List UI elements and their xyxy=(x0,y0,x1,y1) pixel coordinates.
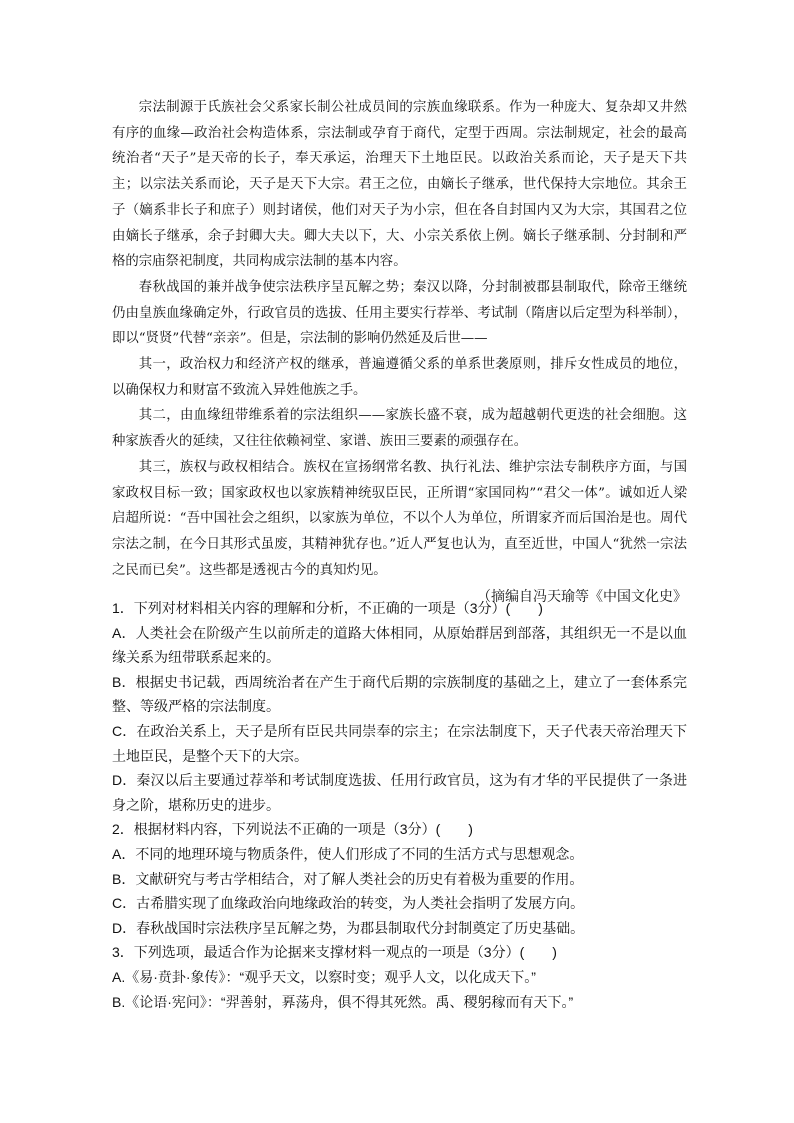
question-2-option-a: A．不同的地理环境与物质条件，使人们形成了不同的生活方式与思想观念。 xyxy=(112,845,584,862)
question-section xyxy=(112,596,687,1014)
passage-paragraph: 春秋战国的兼并战争使宗法秩序呈瓦解之势；秦汉以降，分封制被郡县制取代，除帝王继统仍由皇族血缘确定外，行政官员的选拔、任用主要实行荐举、考试制（隋唐以后定型为科举制），即以“贤贤”代替“亲亲”。但是，宗法制的影响仍然延及后世—— xyxy=(112,279,687,347)
question-2-stem: 2．根据材料内容，下列说法不正确的一项是（3分）( ) xyxy=(112,821,473,838)
question-3-stem: 3．下列选项，最适合作为论据来支撑材料一观点的一项是（3分）( ) xyxy=(112,944,557,961)
passage-paragraph: 宗法制源于氏族社会父系家长制公社成员间的宗族血缘联系。作为一种庞大、复杂却又井然有序的血缘—政治社会构造体系，宗法制或孕育于商代，定型于西周。宗法制规定，社会的最高统治者“天子”是天帝的长子，奉天承运，治理天下土地臣民。以政治关系而论，天子是天下共主；以宗法关系而论，天子是天下大宗。君王之位，由嫡长子继承，世代保持大宗地位。其余王子（嫡系非长子和庶子）则封诸侯，他们对天子为小宗，但在各自封国内又为大宗，其国君之位由嫡长子继承，余子封卿大夫。卿大夫以下，大、小宗关系依上例。嫡长子继承制、分封制和严格的宗庙祭祀制度，共同构成宗法制的基本内容。 xyxy=(112,100,687,270)
passage-paragraph: 其一，政治权力和经济产权的继承，普遍遵循父系的单系世袭原则，排斥女性成员的地位，以确保权力和财富不致流入异姓他族之手。 xyxy=(112,357,687,398)
question-1-option-d: D．秦汉以后主要通过荐举和考试制度选拔、任用行政官员，这为有才华的平民提供了一条进身之阶，堪称历史的进步。 xyxy=(112,772,687,813)
question-1-option-a: A．人类社会在阶级产生以前所走的道路大体相同，从原始群居到部落，其组织无一不是以血缘关系为纽带联系起来的。 xyxy=(112,624,687,666)
passage-source: （摘编自冯天瑜等《中国文化史》 xyxy=(477,590,687,606)
question-1-option-b: B．根据史书记载，西周统治者在产生于商代后期的宗族制度的基础之上，建立了一套体系完整、等级严格的宗法制度。 xyxy=(112,673,687,715)
question-2-option-c: C．古希腊实现了血缘政治向地缘政治的转变，为人类社会指明了发展方向。 xyxy=(112,895,585,912)
reading-passage xyxy=(112,95,687,611)
question-2-option-d: D．春秋战国时宗法秩序呈瓦解之势，为郡县制取代分封制奠定了历史基础。 xyxy=(112,919,585,936)
passage-paragraph: 其二，由血缘纽带维系着的宗法组织——家族长盛不衰，成为超越朝代更迭的社会细胞。这种家族香火的延续，又往往依赖祠堂、家谱、族田三要素的顽强存在。 xyxy=(112,408,687,450)
question-1-stem: 1．下列对材料相关内容的理解和分析，不正确的一项是（3分）( ) xyxy=(112,600,543,616)
passage-paragraph: 其三，族权与政权相结合。族权在宣扬纲常名教、执行礼法、维护宗法专制秩序方面，与国家政权目标一致；国家政权也以家族精神统驭臣民，正所谓“家国同构”“君父一体”。诚如近人梁启超所说：“吾中国社会之组织，以家族为单位，不以个人为单位，所谓家齐而后国治是也。周代宗法之制，在今日其形式虽废，其精神犹存也。”近人严复也认为，直至近世，中国人“犹然一宗法之民而已矣”。这些都是透视古今的真知灼见。 xyxy=(112,459,687,578)
question-2-option-b: B．文献研究与考古学相结合，对了解人类社会的历史有着极为重要的作用。 xyxy=(112,870,584,887)
question-3-option-a: A.《易·贲卦·象传》：“观乎天文，以察时变；观乎人文，以化成天下。” xyxy=(112,968,536,985)
question-1-option-c: C．在政治关系上，天子是所有臣民共同崇奉的宗主；在宗法制度下，天子代表天帝治理天下土地臣民，是整个天下的大宗。 xyxy=(112,722,687,764)
question-3-option-b: B.《论语·宪问》：“羿善射，奡荡舟，俱不得其死然。禹、稷躬稼而有天下。” xyxy=(112,993,574,1010)
